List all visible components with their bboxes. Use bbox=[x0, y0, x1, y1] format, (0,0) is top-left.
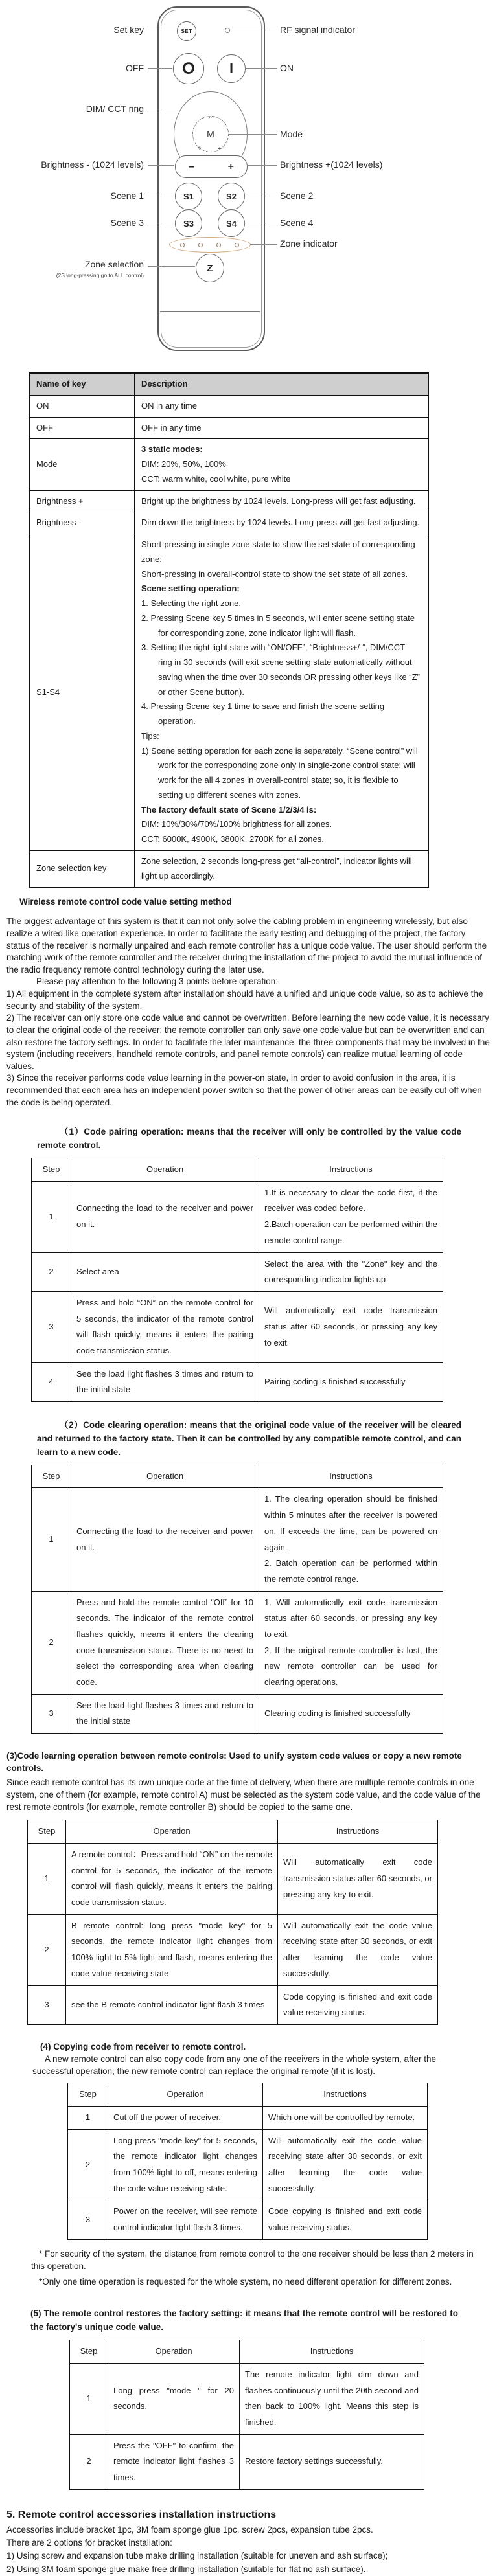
header-operation: Operation bbox=[71, 1465, 259, 1488]
cell-line: OFF in any time bbox=[141, 422, 202, 433]
table-cell bbox=[66, 1844, 278, 1915]
mode-button bbox=[192, 116, 229, 152]
table-cell bbox=[278, 1844, 438, 1915]
header-operation: Operation bbox=[66, 1820, 278, 1844]
table-cell bbox=[259, 1362, 443, 1401]
cell-line: Power on the receiver, will see remote control indicator light flash 3 times. bbox=[113, 2206, 257, 2233]
header-instructions: Instructions bbox=[263, 2083, 428, 2107]
section3-heading: (3)Code learning operation between remote controls: Used to unify system code values or copy a new remote controls. bbox=[6, 1751, 462, 1773]
header-instructions: Instructions bbox=[259, 1158, 443, 1182]
table-cell bbox=[240, 2434, 424, 2489]
cell-line: Short-pressing in overall-control state to show the set state of all zones. bbox=[141, 569, 408, 579]
point-3: 3) Since the receiver performs code value learning in the power-on state, in order to avoid confusion in the area, it is recommended that each area has an independent power switch so that the power of other areas can be easily cut off when the code is being operated. bbox=[6, 1073, 482, 1107]
cell-line: Will automatically exit code transmission status after 60 seconds, or pressing any key to exit. bbox=[283, 1857, 432, 1899]
table-cell bbox=[259, 1591, 443, 1694]
cell-line: Scene setting operation: bbox=[141, 583, 240, 594]
section4-intro: A new remote control can also copy code from any one of the receivers in the whole system, after the successful operation, the new remote control can replace the original remote (if it is lost). bbox=[32, 2053, 437, 2077]
accessories-line-4: 2) Using 3M foam sponge glue make free drilling installation (suitable for flat no ash surface). bbox=[6, 2564, 366, 2574]
table-cell bbox=[135, 512, 429, 534]
cell-line: CCT: warm white, cool white, pure white bbox=[141, 473, 291, 484]
table-header-row bbox=[32, 1465, 443, 1488]
on-button: I bbox=[217, 54, 246, 83]
cell-line: Will automatically exit the code value receiving state after 30 seconds, or exit after learning the code value successfully. bbox=[268, 2135, 422, 2193]
scene2-button: S2 bbox=[218, 183, 245, 210]
label-scene4: Scene 4 bbox=[280, 218, 314, 228]
table-row bbox=[32, 1591, 443, 1694]
leader-line bbox=[148, 68, 172, 69]
off-button: O bbox=[173, 53, 204, 84]
table-header-row bbox=[70, 2340, 424, 2364]
ring-mark-bottom-right: +· bbox=[218, 146, 223, 152]
cell-line: A remote control：Press and hold “ON” on the remote control for 5 seconds, the indicator of the remote control will flash quickly, means it enters the pairing code transmission status. bbox=[71, 1849, 272, 1908]
table-row bbox=[29, 850, 428, 887]
cell-line: Zone selection, 2 seconds long-press get “all-control”, indicator lights will light up accordingly. bbox=[141, 855, 412, 881]
code-pairing-table bbox=[31, 1158, 443, 1402]
leader-line bbox=[148, 165, 174, 166]
table-cell bbox=[259, 1252, 443, 1291]
table-cell bbox=[263, 2200, 428, 2239]
table-cell bbox=[263, 2129, 428, 2200]
cell-line: 2.Batch operation can be performed within the remote control range. bbox=[264, 1219, 437, 1245]
table-cell bbox=[278, 1914, 438, 1985]
table-cell bbox=[71, 1591, 259, 1694]
step-number-cell: 3 bbox=[28, 1985, 66, 2024]
table-row bbox=[28, 1914, 438, 1985]
table-row bbox=[29, 439, 428, 490]
header-step: Step bbox=[32, 1465, 71, 1488]
label-brightness-plus: Brightness +(1024 levels) bbox=[280, 159, 383, 170]
step-number-cell: 2 bbox=[70, 2434, 108, 2489]
cell-line: Code copying is finished and exit code value receiving status. bbox=[268, 2206, 422, 2233]
table-row bbox=[68, 2106, 428, 2129]
table-header-row bbox=[68, 2083, 428, 2107]
zone-indicator-dot bbox=[216, 243, 221, 247]
table-row bbox=[32, 1291, 443, 1362]
step-number-cell: 1 bbox=[70, 2363, 108, 2434]
cell-line: Will automatically exit the code value receiving state after 30 seconds, or exit after learning the code value successfully. bbox=[283, 1920, 432, 1978]
key-name-cell: Mode bbox=[29, 439, 135, 490]
table-row bbox=[70, 2434, 424, 2489]
setting-method-title: Wireless remote control code value setting method bbox=[19, 897, 232, 907]
table-row bbox=[32, 1694, 443, 1733]
table-cell bbox=[108, 2200, 263, 2239]
table-cell bbox=[108, 2106, 263, 2129]
cell-line: Short-pressing in single zone state to show the set state of corresponding zone; bbox=[141, 539, 415, 564]
header-operation: Operation bbox=[108, 2340, 240, 2364]
header-instructions: Instructions bbox=[259, 1465, 443, 1488]
cell-line: Code copying is finished and exit code value receiving status. bbox=[283, 1991, 432, 2018]
table-cell bbox=[263, 2106, 428, 2129]
scene3-button: S3 bbox=[175, 210, 202, 237]
table-row bbox=[32, 1362, 443, 1401]
table-row bbox=[29, 534, 428, 851]
table-row bbox=[29, 417, 428, 439]
mode-button-label: M bbox=[207, 129, 214, 139]
header-step: Step bbox=[28, 1820, 66, 1844]
leader-line bbox=[148, 266, 195, 267]
table-cell bbox=[71, 1488, 259, 1591]
attention-line: Please pay attention to the following 3 points before operation: bbox=[36, 977, 279, 987]
table-row bbox=[29, 490, 428, 512]
table-row bbox=[28, 1844, 438, 1915]
point-1: 1) All equipment in the complete system after installation should have a unified and unique code value, so as to achieve the security and stability of the system. bbox=[6, 989, 483, 1011]
table-row bbox=[32, 1181, 443, 1252]
set-key-button: SET bbox=[177, 21, 196, 41]
label-scene3: Scene 3 bbox=[110, 218, 144, 228]
table-header-row bbox=[28, 1820, 438, 1844]
label-brightness-minus: Brightness - (1024 levels) bbox=[41, 159, 144, 170]
step-number-cell: 1 bbox=[32, 1488, 71, 1591]
cell-line: Which one will be controlled by remote. bbox=[268, 2112, 415, 2122]
step-number-cell: 1 bbox=[68, 2106, 108, 2129]
key-name-cell: Brightness + bbox=[29, 490, 135, 512]
leader-line bbox=[228, 134, 277, 135]
leader-line bbox=[250, 244, 277, 245]
header-instructions: Instructions bbox=[240, 2340, 424, 2364]
scene1-button: S1 bbox=[175, 183, 202, 210]
cell-line: 1) Scene setting operation for each zone is separately. “Scene control” will work for the corresponding zone only in single-zone control state; will work for the all 4 zones in overall-control state; so, it is flexible to setting up different scenes with zones. bbox=[141, 745, 418, 800]
section5-heading: (5) The remote control restores the factory setting: it means that the remote control will be restored to the factory's unique code value. bbox=[30, 2309, 458, 2333]
accessories-line-1: Accessories include bracket 1pc, 3M foam sponge glue 1pc, screw 2pcs, expansion tube 2pcs. bbox=[6, 2524, 373, 2535]
brightness-minus-key: – bbox=[189, 161, 194, 172]
brightness-plus-key: + bbox=[227, 161, 234, 172]
label-zone-selection-sub: (2S long-pressing go to ALL control) bbox=[56, 272, 144, 278]
cell-line: B remote control: long press "mode key" for 5 seconds, the remote indicator light changes from 100% light to 5% light and flash, means entering the code value receiving state bbox=[71, 1920, 272, 1978]
cell-line: DIM: 10%/30%/70%/100% brightness for all zones. bbox=[141, 819, 332, 830]
table-cell bbox=[135, 417, 429, 439]
header-step: Step bbox=[32, 1158, 71, 1182]
table-cell bbox=[66, 1914, 278, 1985]
label-scene1: Scene 1 bbox=[110, 190, 144, 201]
step-number-cell: 4 bbox=[32, 1362, 71, 1401]
zone-indicator-oval bbox=[169, 237, 251, 253]
table-cell bbox=[135, 395, 429, 417]
zone-indicator-dot bbox=[198, 243, 203, 247]
remote-control-diagram bbox=[0, 0, 497, 366]
table-cell bbox=[71, 1362, 259, 1401]
accessories-heading: 5. Remote control accessories installation instructions bbox=[6, 2509, 277, 2520]
ring-mark-top: ·· bbox=[209, 115, 213, 120]
section1-heading: （1）Code pairing operation: means that the receiver will only be controlled by the value code remote control. bbox=[37, 1127, 461, 1151]
step-number-cell: 2 bbox=[68, 2129, 108, 2200]
label-zone-selection: Zone selection bbox=[84, 259, 144, 269]
step-number-cell: 2 bbox=[28, 1914, 66, 1985]
header-operation: Operation bbox=[108, 2083, 263, 2107]
cell-line: Restore factory settings successfully. bbox=[245, 2456, 383, 2467]
label-set-key: Set key bbox=[113, 25, 144, 35]
cell-line: Select area bbox=[76, 1266, 119, 1276]
section2-heading: （2）Code clearing operation: means that the original code value of the receiver will be cleared and returned to the factory state. Then it can be controlled by any compatible remote control, and can learn to a new code. bbox=[37, 1420, 461, 1457]
table-row bbox=[29, 512, 428, 534]
cell-line: 1. Will automatically exit code transmission status after 60 seconds, or pressing any key to exit. bbox=[264, 1597, 437, 1639]
scene4-button: S4 bbox=[218, 210, 245, 237]
cell-line: DIM: 20%, 50%, 100% bbox=[141, 459, 226, 469]
ring-mark-bottom-left: ✳ bbox=[197, 145, 202, 151]
cell-line: Connecting the load to the receiver and power on it. bbox=[76, 1526, 253, 1552]
cell-line: Dim down the brightness by 1024 levels. Long-press will get fast adjusting. bbox=[141, 517, 420, 528]
key-name-cell: S1-S4 bbox=[29, 534, 135, 851]
cell-line: Will automatically exit code transmission status after 60 seconds, or pressing any key to exit. bbox=[264, 1305, 437, 1348]
section4-note-2: *Only one time operation is requested for the whole system, no need different operation for different zones. bbox=[39, 2276, 452, 2287]
setting-method-intro: The biggest advantage of this system is that it can not only solve the cabling problem in engineering wirelessly, but also realize a wired-like operation experience. In order to facilitate the early testing and debugging of the project, the factory status of the receiver is normally unpaired and each remote controller has a unique code value. The user should perform the matching work of the remote controller and the receiver during the installation of the project to avoid the mutual influence of the radio frequency remote control technology during the later use. bbox=[6, 916, 487, 975]
label-dim-cct-ring: DIM/ CCT ring bbox=[86, 104, 144, 114]
cell-line: 2. Pressing Scene key 5 times in 5 seconds, will enter scene setting state for corresponding zone, zone indicator light will flash. bbox=[141, 613, 415, 638]
cell-line: Select the area with the "Zone" key and the corresponding indicator lights up bbox=[264, 1258, 437, 1285]
leader-line bbox=[247, 165, 277, 166]
cell-line: See the load light flashes 3 times and return to the initial state bbox=[76, 1700, 253, 1726]
table-cell bbox=[71, 1252, 259, 1291]
cell-line: Bright up the brightness by 1024 levels. Long-press will get fast adjusting. bbox=[141, 495, 416, 506]
table-row bbox=[68, 2200, 428, 2239]
header-instructions: Instructions bbox=[278, 1820, 438, 1844]
table-row bbox=[28, 1985, 438, 2024]
key-name-cell: Brightness - bbox=[29, 512, 135, 534]
label-on: ON bbox=[280, 63, 294, 73]
table-row bbox=[32, 1488, 443, 1591]
rf-signal-indicator-dot bbox=[225, 28, 230, 33]
cell-line: Pairing coding is finished successfully bbox=[264, 1377, 406, 1386]
section4-heading: (4) Copying code from receiver to remote control. bbox=[40, 2041, 246, 2051]
step-number-cell: 3 bbox=[68, 2200, 108, 2239]
cell-line: 4. Pressing Scene key 1 time to save and finish the scene setting operation. bbox=[141, 701, 385, 726]
table-cell bbox=[240, 2363, 424, 2434]
zone-selection-button: Z bbox=[196, 254, 224, 282]
section3-intro: Since each remote control has its own unique code at the time of delivery, when there are multiple remote controls in one system, one of them (for example, remote control A) must be selected as the system code value, and the code value of the rest remote controls (for example, remote controller B) should be copied to the same one. bbox=[6, 1777, 481, 1813]
cell-line: 1.It is necessary to clear the code first, if the receiver was coded before. bbox=[264, 1187, 437, 1214]
brightness-pill bbox=[175, 155, 248, 178]
table-cell bbox=[278, 1985, 438, 2024]
step-number-cell: 2 bbox=[32, 1252, 71, 1291]
cell-line: 3 static modes: bbox=[141, 444, 203, 455]
table-cell bbox=[108, 2129, 263, 2200]
cell-line: CCT: 6000K, 4900K, 3800K, 2700K for all zones. bbox=[141, 834, 324, 844]
cell-line: Press the "OFF" to confirm, the remote indicator light flashes 3 times. bbox=[113, 2440, 234, 2483]
table-cell bbox=[135, 850, 429, 887]
remote-body bbox=[157, 6, 265, 351]
cell-line: ON in any time bbox=[141, 400, 197, 411]
table-cell bbox=[71, 1694, 259, 1733]
leader-line bbox=[245, 68, 277, 69]
factory-restore-table bbox=[69, 2340, 424, 2490]
zone-indicator-dot bbox=[180, 243, 185, 247]
point-2: 2) The receiver can only store one code value and cannot be overwritten. Before learning the new code value, it is necessary to clear the original code of the receiver; the remote controller can only save one code value but can be overwritten and can also restore the factory settings. In order to facilitate the later maintenance, the three components that may be involved in the system (including receivers, handheld remote controls, and panel remote controls) can realize mutual learning of code values. bbox=[6, 1013, 490, 1071]
table-cell bbox=[135, 439, 429, 490]
key-name-cell: OFF bbox=[29, 417, 135, 439]
key-name-cell: ON bbox=[29, 395, 135, 417]
cell-line: See the load light flashes 3 times and return to the initial state bbox=[76, 1368, 253, 1395]
table-cell bbox=[259, 1694, 443, 1733]
header-step: Step bbox=[68, 2083, 108, 2107]
table-cell bbox=[108, 2434, 240, 2489]
step-number-cell: 1 bbox=[28, 1844, 66, 1915]
key-function-table bbox=[29, 372, 429, 888]
table-cell bbox=[259, 1181, 443, 1252]
remote-divider-line bbox=[160, 311, 260, 312]
table-row bbox=[29, 395, 428, 417]
label-scene2: Scene 2 bbox=[280, 190, 314, 201]
header-step: Step bbox=[70, 2340, 108, 2364]
cell-line: Connecting the load to the receiver and power on it. bbox=[76, 1203, 253, 1230]
step-number-cell: 3 bbox=[32, 1291, 71, 1362]
zone-indicator-dot bbox=[235, 243, 239, 247]
cell-line: Cut off the power of receiver. bbox=[113, 2112, 221, 2122]
cell-line: 1. The clearing operation should be finished within 5 minutes after the receiver is powered on. If exceeds the time, can be powered on again. bbox=[264, 1494, 437, 1552]
code-learning-table bbox=[27, 1820, 438, 2025]
cell-line: Long press "mode " for 20 seconds. bbox=[113, 2385, 234, 2412]
step-number-cell: 1 bbox=[32, 1181, 71, 1252]
section4-note-1: * For security of the system, the distance from remote control to the one receiver should be less than 2 meters in this operation. bbox=[31, 2248, 474, 2272]
step-number-cell: 3 bbox=[32, 1694, 71, 1733]
header-operation: Operation bbox=[71, 1158, 259, 1182]
table-cell bbox=[66, 1985, 278, 2024]
table-row bbox=[68, 2129, 428, 2200]
table-header-row bbox=[29, 373, 428, 395]
table-cell bbox=[108, 2363, 240, 2434]
table-cell bbox=[135, 534, 429, 851]
copy-from-receiver-table bbox=[67, 2083, 428, 2240]
code-clearing-table bbox=[31, 1465, 443, 1734]
cell-line: The factory default state of Scene 1/2/3/4 is: bbox=[141, 804, 317, 815]
table-cell bbox=[259, 1488, 443, 1591]
cell-line: Long-press "mode key" for 5 seconds, the remote indicator light changes from 100% light to off, means entering the code value receiving state. bbox=[113, 2135, 257, 2193]
table-cell bbox=[259, 1291, 443, 1362]
cell-line: 2. If the original remote controller is lost, the new remote controller can be used for clearing operations. bbox=[264, 1645, 437, 1688]
cell-line: 1. Selecting the right zone. bbox=[141, 598, 241, 608]
table-row bbox=[32, 1252, 443, 1291]
cell-line: Press and hold the remote control “Off” for 10 seconds. The indicator of the remote control flashes quickly, means it enters the clearing code transmission status. There is no need to select the corresponding area when clearing code. bbox=[76, 1597, 253, 1688]
table-row bbox=[70, 2363, 424, 2434]
table-cell bbox=[71, 1181, 259, 1252]
cell-line: The remote indicator light dim down and flashes continuously until the 20th second and then back to 100% light. Means this step is finished. bbox=[245, 2369, 419, 2428]
label-zone-indicator: Zone indicator bbox=[280, 238, 338, 249]
label-mode: Mode bbox=[280, 129, 303, 139]
cell-line: see the B remote control indicator light flash 3 times bbox=[71, 1999, 265, 2009]
table-header-row bbox=[32, 1158, 443, 1182]
table-cell bbox=[71, 1291, 259, 1362]
cell-line: 3. Setting the right light state with “ON/OFF”, “Brightness+/-“, DIM/CCT ring in 30 seconds (will exit scene setting state automatically without saving when the time over 30 seconds OR pressing other keys like “Z” or other Scene button). bbox=[141, 642, 420, 697]
label-off: OFF bbox=[126, 63, 144, 73]
header-description: Description bbox=[135, 373, 429, 395]
header-name-of-key: Name of key bbox=[29, 373, 135, 395]
cell-line: Press and hold “ON” on the remote control for 5 seconds, the indicator of the remote control will flash quickly, means it enters the pairing code transmission status. bbox=[76, 1297, 253, 1355]
cell-line: Tips: bbox=[141, 730, 159, 741]
cell-line: Clearing coding is finished successfully bbox=[264, 1708, 411, 1719]
step-number-cell: 2 bbox=[32, 1591, 71, 1694]
key-name-cell: Zone selection key bbox=[29, 850, 135, 887]
label-rf-signal-indicator: RF signal indicator bbox=[280, 25, 355, 35]
cell-line: 2. Batch operation can be performed within the remote control range. bbox=[264, 1558, 437, 1584]
table-cell bbox=[135, 490, 429, 512]
accessories-line-3: 1) Using screw and expansion tube make drilling installation (suitable for uneven and ash surface); bbox=[6, 2551, 388, 2561]
accessories-line-2: There are 2 options for bracket installation: bbox=[6, 2538, 172, 2548]
